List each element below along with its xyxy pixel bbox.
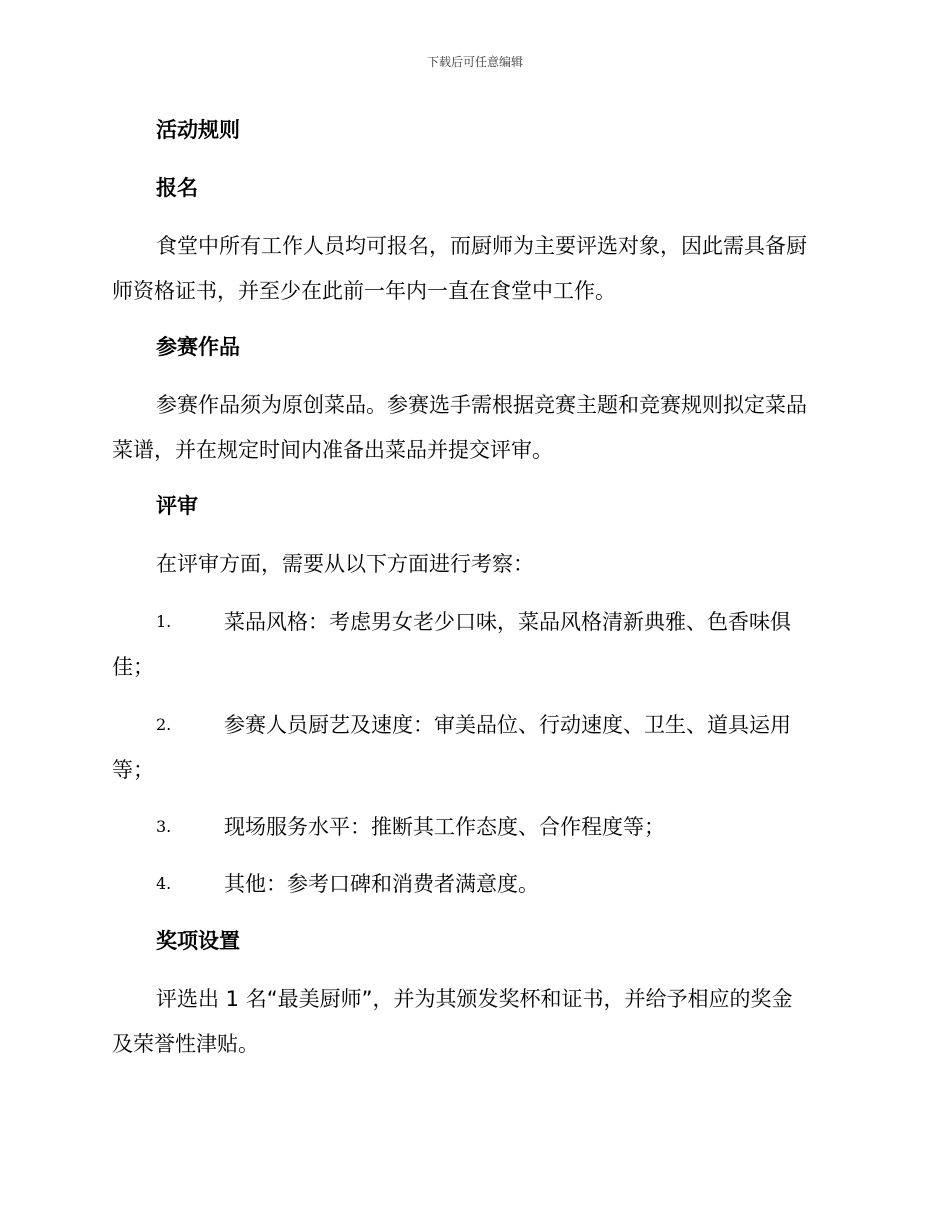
list-item-number: 3. <box>156 817 172 836</box>
registration-paragraph-line-2: 师资格证书，并至少在此前一年内一直在食堂中工作。 <box>112 279 616 303</box>
list-item-number: 2. <box>156 715 172 734</box>
list-item-number: 4. <box>156 874 172 893</box>
entries-paragraph-line-2: 菜谱，并在规定时间内准备出菜品并提交评审。 <box>112 438 553 462</box>
registration-paragraph-line-1: 食堂中所有工作人员均可报名，而厨师为主要评选对象，因此需具备厨 <box>156 234 807 258</box>
list-item-number: 1. <box>156 612 172 631</box>
list-item-text: 菜品风格：考虑男女老少口味，菜品风格清新典雅、色香味俱 <box>224 610 791 634</box>
document-title: 活动规则 <box>156 118 240 142</box>
list-item-text-continued: 等； <box>112 758 154 782</box>
review-intro: 在评审方面，需要从以下方面进行考察： <box>156 552 534 576</box>
section-heading-entries: 参赛作品 <box>156 335 240 359</box>
list-item-text-continued: 佳； <box>112 655 154 679</box>
list-item-text: 其他：参考口碑和消费者满意度。 <box>224 872 539 896</box>
page-header: 下载后可任意编辑 <box>426 55 523 69</box>
list-item-text: 参赛人员厨艺及速度：审美品位、行动速度、卫生、道具运用 <box>224 713 791 737</box>
awards-paragraph-line-1: 评选出 1 名“最美厨师”，并为其颁发奖杯和证书，并给予相应的奖金 <box>156 987 793 1011</box>
awards-paragraph-line-2: 及荣誉性津贴。 <box>112 1032 259 1056</box>
list-item-text: 现场服务水平：推断其工作态度、合作程度等； <box>224 815 665 839</box>
section-heading-awards: 奖项设置 <box>156 929 240 953</box>
section-heading-review: 评审 <box>156 494 198 518</box>
section-heading-registration: 报名 <box>156 176 198 200</box>
entries-paragraph-line-1: 参赛作品须为原创菜品。参赛选手需根据竞赛主题和竞赛规则拟定菜品 <box>156 393 807 417</box>
